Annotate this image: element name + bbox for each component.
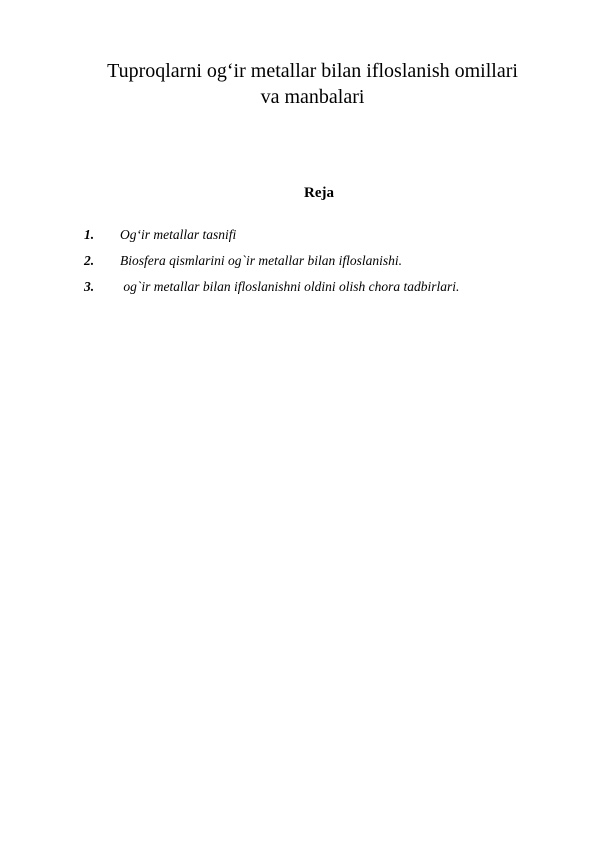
plan-item-number: 3. bbox=[84, 279, 95, 294]
plan-heading: Reja bbox=[304, 185, 334, 201]
plan-item-number: 1. bbox=[84, 227, 95, 242]
title-line-1: Tuproqlarni og‘ir metallar bilan ifloslanish omillari bbox=[107, 60, 518, 82]
plan-item-text: Og‘ir metallar tasnifi bbox=[120, 227, 237, 242]
plan-list bbox=[84, 225, 459, 303]
plan-item bbox=[84, 277, 459, 303]
plan-item-text: Biosfera qismlarini og`ir metallar bilan ifloslanishi. bbox=[120, 253, 403, 268]
plan-item-number: 2. bbox=[84, 253, 95, 268]
document-title bbox=[60, 58, 565, 110]
plan-item-text: og`ir metallar bilan ifloslanishni oldini olish chora tadbirlari. bbox=[120, 279, 460, 294]
plan-item bbox=[84, 251, 459, 277]
plan-item bbox=[84, 225, 459, 251]
title-line-2: va manbalari bbox=[260, 86, 365, 108]
